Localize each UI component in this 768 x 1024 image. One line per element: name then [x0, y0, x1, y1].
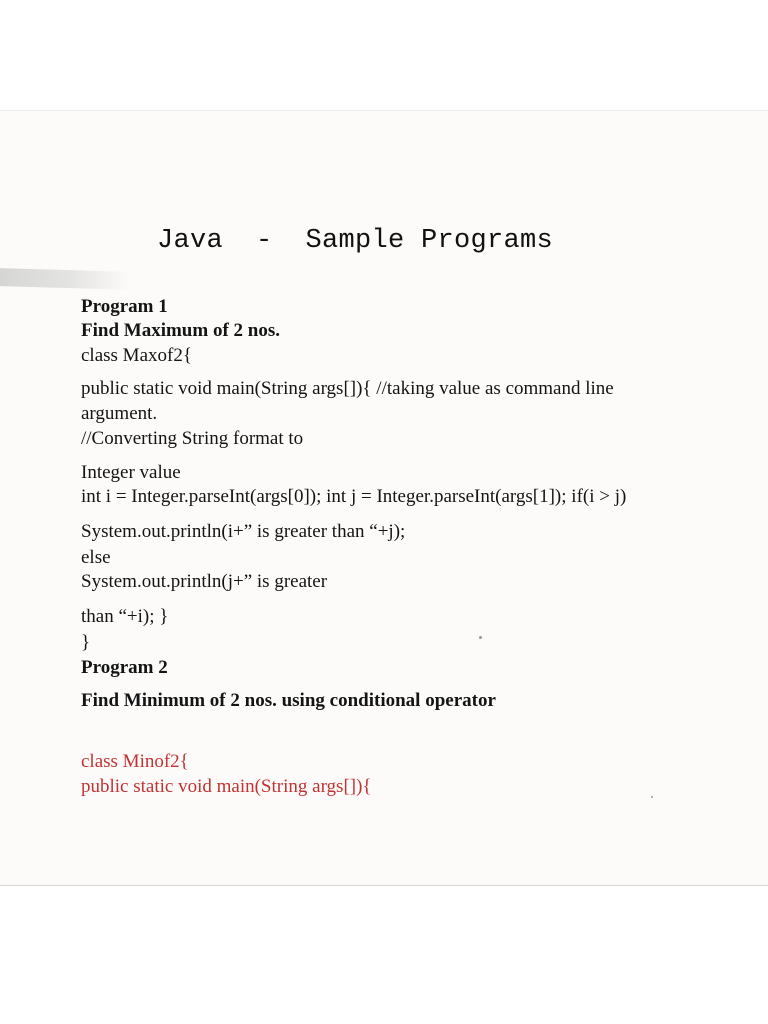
code-line: //Converting String format to — [81, 428, 304, 449]
program-2-subheading: Find Minimum of 2 nos. using conditional operator — [81, 690, 496, 711]
program-2-heading: Program 2 — [81, 657, 168, 678]
code-line: else — [81, 547, 111, 568]
code-line: System.out.println(j+” is greater — [81, 571, 328, 592]
code-line-highlighted: class Minof2{ — [81, 751, 189, 772]
program-1-subheading: Find Maximum of 2 nos. — [81, 320, 280, 341]
code-line: System.out.println(i+” is greater than “+j); — [81, 521, 406, 542]
code-line: } — [81, 632, 91, 653]
code-line: int i = Integer.parseInt(args[0]); int j = Integer.parseInt(args[1]); if(i > j) — [81, 486, 627, 507]
code-line: public static void main(String args[]){ //taking value as command line — [81, 378, 614, 399]
scan-speck — [651, 796, 653, 798]
code-line: class Maxof2{ — [81, 345, 192, 366]
code-line: argument. — [81, 403, 158, 424]
document-title: Java - Sample Programs — [157, 226, 554, 256]
scan-smudge — [0, 268, 130, 290]
code-line-highlighted: public static void main(String args[]){ — [81, 776, 372, 797]
program-1-heading: Program 1 — [81, 296, 168, 317]
page-edge — [0, 885, 768, 886]
code-line: Integer value — [81, 462, 181, 483]
scan-speck — [479, 636, 482, 639]
code-line: than “+i); } — [81, 606, 169, 627]
